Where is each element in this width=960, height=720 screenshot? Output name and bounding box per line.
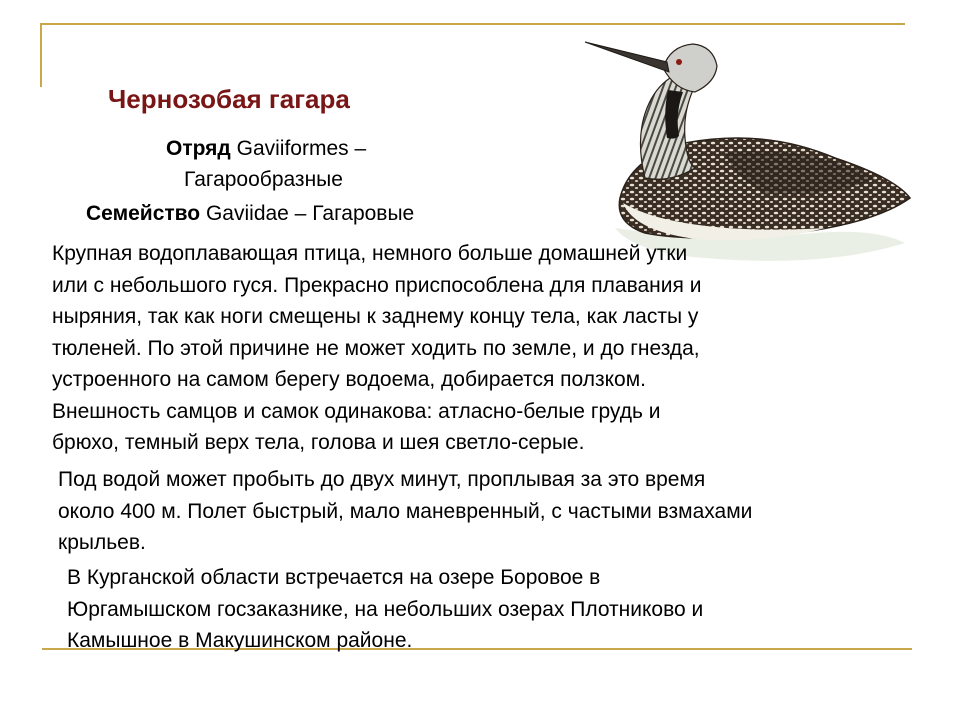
text-line: устроенного на самом берегу водоема, добирается ползком. <box>52 368 647 391</box>
order-value: Gaviiformes – <box>236 137 367 160</box>
description-paragraph <box>52 238 701 459</box>
text-line: или с небольшого гуся. Прекрасно приспособлена для плавания и <box>52 273 702 297</box>
order-line <box>166 137 366 161</box>
left-rule <box>40 23 42 87</box>
text-line: ныряния, так как ноги смещены к заднему концу тела, как ласты у <box>52 305 699 328</box>
text-line: Камышное в Макушинском районе. <box>67 629 413 652</box>
loon-eye <box>676 59 682 65</box>
text-line: Юргамышском госзаказнике, на небольших озерах Плотниково и <box>67 597 704 621</box>
text-line: около 400 м. Полет быстрый, мало маневренный, с частыми взмахами <box>58 499 753 523</box>
text-line: брюхо, темный верх тела, голова и шея светло-серые. <box>52 431 585 454</box>
diving-paragraph <box>58 464 752 559</box>
text-line: Внешность самцов и самок одинакова: атласно-белые грудь и <box>52 399 661 423</box>
family-line <box>86 202 414 226</box>
top-rule <box>40 23 905 25</box>
family-label: Семейство <box>86 202 201 225</box>
loon-beak <box>585 42 669 72</box>
habitat-paragraph <box>67 562 703 657</box>
order-russian: Гагарообразные <box>184 168 343 191</box>
text-line: В Курганской области встречается на озере Боровое в <box>67 566 601 589</box>
text-line: Под водой может пробыть до двух минут, проплывая за это время <box>58 468 706 491</box>
order-label: Отряд <box>166 137 231 160</box>
family-value: Gaviidae – Гагаровые <box>205 202 415 225</box>
text-line: крыльев. <box>58 531 146 554</box>
text-line: Крупная водоплавающая птица, немного больше домашней утки <box>52 242 688 265</box>
text-line: тюленей. По этой причине не может ходить по земле, и до гнезда, <box>52 336 700 360</box>
page-title: Чернозобая гагара <box>108 84 350 114</box>
